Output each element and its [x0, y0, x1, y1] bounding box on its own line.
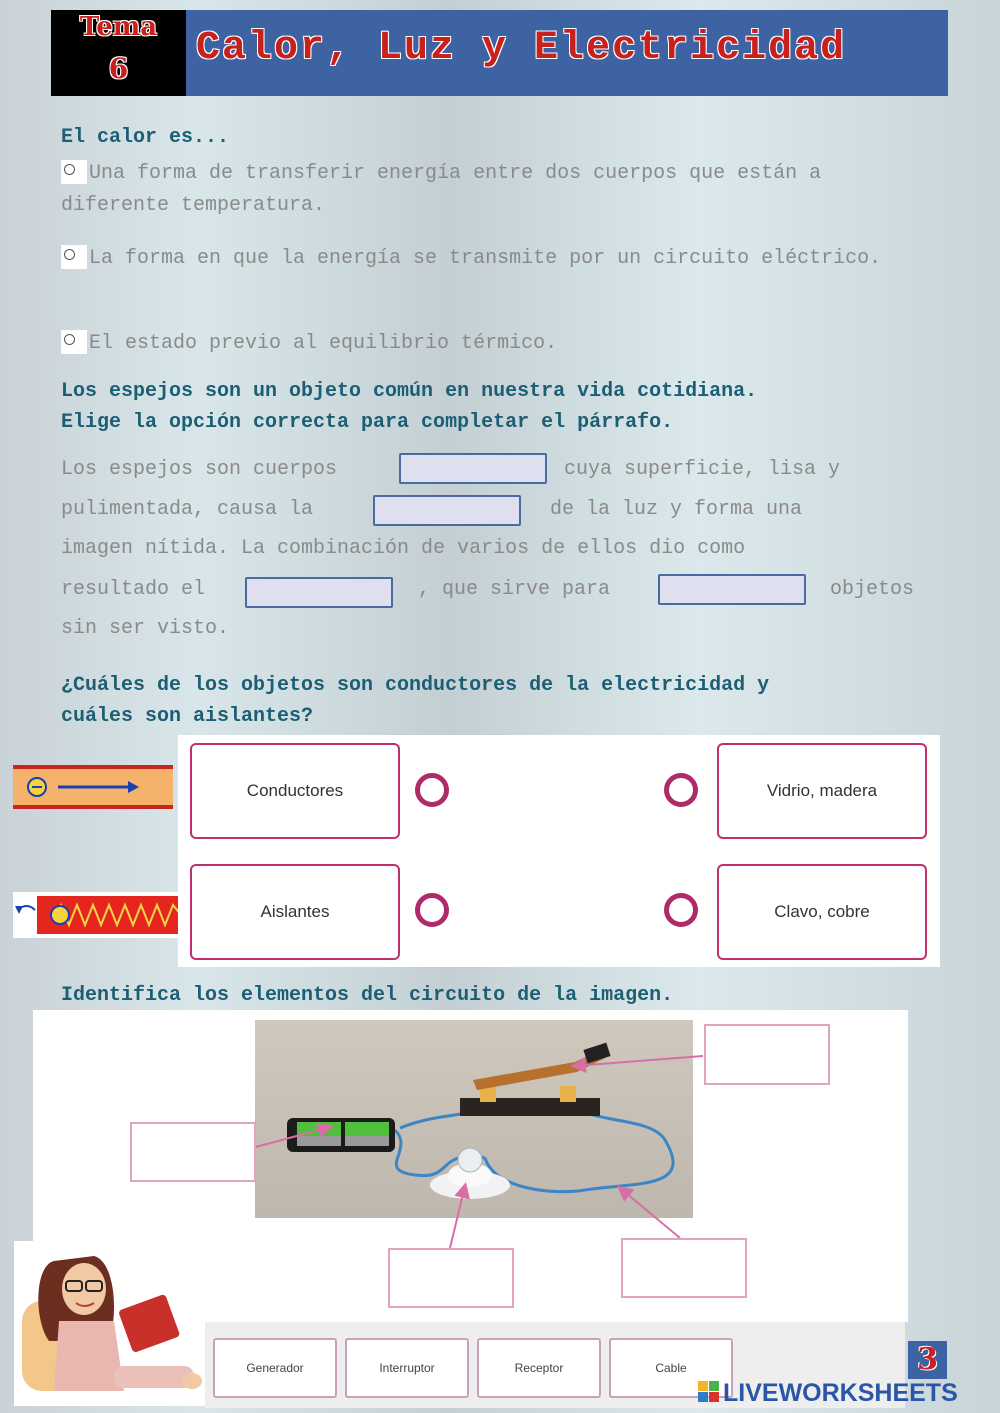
q2-text-line4b: , que sirve para	[418, 578, 611, 601]
circuit-label-box-switch[interactable]	[704, 1024, 830, 1085]
q2-text-line4a: resultado el	[61, 578, 206, 601]
match-card-conductores[interactable]: Conductores	[190, 743, 400, 839]
liveworksheets-logo-icon	[698, 1381, 720, 1403]
q2-text-line1a: Los espejos son cuerpos	[61, 458, 338, 481]
q2-prompt-line1: Los espejos son un objeto común en nuestra vida cotidiana.	[61, 380, 758, 403]
page-number: 3	[908, 1341, 947, 1379]
reading-girl-icon	[14, 1241, 206, 1406]
match-card-aislantes[interactable]: Aislantes	[190, 864, 400, 960]
q2-text-line5: sin ser visto.	[61, 617, 230, 640]
avatar	[14, 1241, 206, 1406]
q3-prompt-line2: cuáles son aislantes?	[61, 705, 314, 728]
q1-option-2-label: La forma en que la energía se transmite por un circuito eléctrico.	[89, 247, 882, 270]
tema-label: Tema	[79, 12, 158, 42]
match-card-vidrio-madera[interactable]: Vidrio, madera	[717, 743, 927, 839]
q2-text-line2b: de la luz y forma una	[550, 498, 803, 521]
match-card-clavo-cobre[interactable]: Clavo, cobre	[717, 864, 927, 960]
q1-option-3-label: El estado previo al equilibrio térmico.	[89, 332, 558, 355]
circuit-label-box-cable[interactable]	[621, 1238, 747, 1298]
q2-text-line3: imagen nítida. La combinación de varios de ellos dio como	[61, 537, 746, 560]
circuit-label-box-bulb[interactable]	[388, 1248, 514, 1308]
tema-number: 6	[108, 52, 129, 85]
page-title: Calor, Luz y Electricidad	[196, 26, 847, 71]
q2-text-line1b: cuya superficie, lisa y	[564, 458, 841, 481]
q1-option-1-label: Una forma de transferir energía entre dos cuerpos que están a diferente temperatura.	[61, 162, 822, 217]
q2-prompt-line2: Elige la opción correcta para completar el párrafo.	[61, 411, 674, 434]
q1-prompt: El calor es...	[61, 126, 230, 149]
circuit-label-box-battery[interactable]	[130, 1122, 256, 1182]
drag-option-generador[interactable]: Generador	[213, 1338, 337, 1398]
drag-option-interruptor[interactable]: Interruptor	[345, 1338, 469, 1398]
drag-option-cable[interactable]: Cable	[609, 1338, 733, 1398]
q4-prompt: Identifica los elementos del circuito de la imagen.	[61, 984, 674, 1007]
q2-text-line4c: objetos	[830, 578, 915, 601]
q2-text-line2a: pulimentada, causa la	[61, 498, 314, 521]
brand-name[interactable]: LIVEWORKSHEETS	[723, 1379, 958, 1407]
drag-option-receptor[interactable]: Receptor	[477, 1338, 601, 1398]
q3-prompt-line1: ¿Cuáles de los objetos son conductores de la electricidad y	[61, 674, 770, 697]
